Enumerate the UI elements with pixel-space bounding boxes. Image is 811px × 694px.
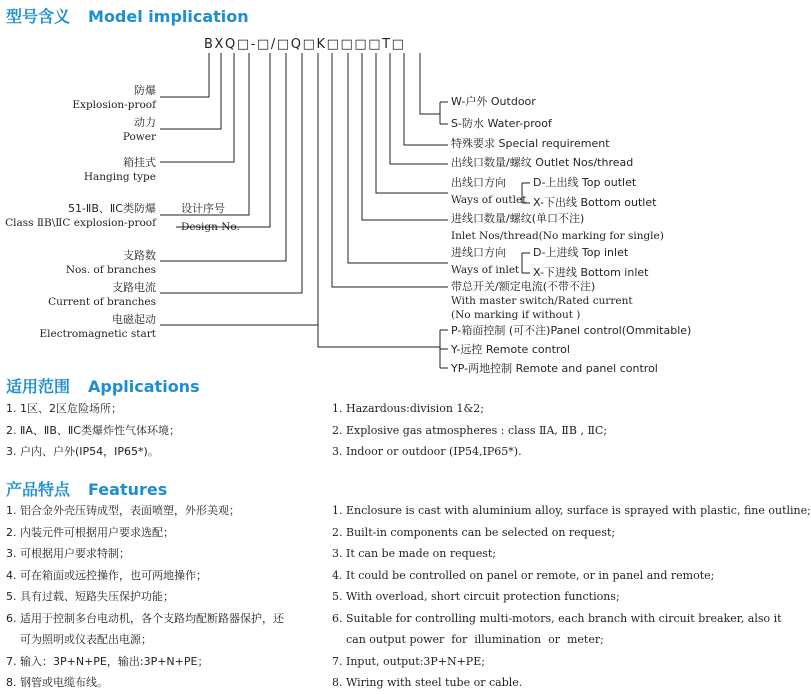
- list-item: 3. Indoor or outdoor (IP54,IP65*).: [332, 445, 522, 458]
- label-inlet-direction: 进线口方向 Ways of inlet: [451, 246, 520, 276]
- label-waterproof: S-防水 Water-proof: [451, 117, 552, 130]
- line-power: [160, 53, 221, 129]
- features-section-title: [6, 477, 167, 500]
- applications-list-en: [332, 398, 607, 463]
- applications-title-zh: 适用范围: [6, 377, 71, 396]
- applications-list-zh: [6, 398, 180, 463]
- features-list-zh: [6, 500, 284, 694]
- list-item: 2. Explosive gas atmospheres : class ⅡA, ⅡB , ⅡC;: [332, 423, 608, 437]
- label-electromagnetic: 电磁起动 Electromagnetic start: [39, 313, 156, 340]
- label-class: 51-ⅡB、ⅡC类防爆 Class ⅡB\ⅡC explosion-proof: [5, 202, 156, 229]
- environment-bracket: [440, 102, 448, 124]
- label-panel-control: P-箱面控制 (可不注)Panel control(Ommitable): [451, 324, 692, 337]
- list-item: 7. Input, output:3P+N+PE;: [332, 654, 485, 668]
- list-item: 可为照明或仪表配出电源；: [6, 633, 152, 646]
- line-design-no: [176, 53, 270, 227]
- label-branches: 支路数 Nos. of branches: [65, 249, 156, 276]
- list-item: 8. 钢管或电缆布线。: [6, 676, 108, 689]
- line-class: [160, 53, 249, 215]
- list-item: 5. 具有过载、短路失压保护功能；: [6, 590, 174, 603]
- list-item: 5. With overload, short circuit protection functions;: [332, 590, 620, 603]
- label-branch-current: 支路电流 Current of branches: [48, 281, 156, 308]
- features-title-zh: 产品特点: [6, 480, 71, 499]
- label-inlet-nos: 进线口数量/螺纹(单口不注) Inlet Nos/thread(No marking for single): [451, 212, 664, 242]
- applications-section-title: [6, 374, 200, 397]
- label-outlet-nos: 出线口数量/螺纹 Outlet Nos/thread: [451, 156, 634, 169]
- list-item: 2. 内装元件可根据用户要求选配；: [6, 525, 174, 539]
- list-item: 3. 可根据用户要求特制；: [6, 547, 130, 560]
- applications-title-en: Applications: [88, 377, 200, 396]
- line-branch-current: [160, 53, 302, 293]
- list-item: 1. Hazardous:division 1&2;: [332, 402, 485, 415]
- list-item: 1. 1区、2区危险场所；: [6, 402, 122, 415]
- list-item: can output power for illumination or meter;: [332, 633, 604, 646]
- label-explosion-proof: 防爆 Explosion-proof: [72, 84, 156, 111]
- list-item: 1. Enclosure is cast with aluminium alloy, surface is sprayed with plastic, fine outline;: [332, 504, 811, 517]
- list-item: 6. Suitable for controlling multi-motors, each branch with circuit breaker, also it: [332, 611, 782, 625]
- list-item: 4. 可在箱面或远控操作，也可两地操作；: [6, 568, 207, 582]
- list-item: 7. 输入：3P+N+PE，输出:3P+N+PE；: [6, 654, 209, 668]
- label-outlet-direction: 出线口方向 Ways of outlet: [451, 176, 527, 206]
- model-code: BXQ□-□/□Q□K□□□□T□: [204, 37, 406, 52]
- label-power: 动力 Power: [122, 116, 156, 143]
- inlet-bracket: [522, 253, 530, 273]
- features-title-en: Features: [88, 480, 168, 499]
- label-remote-panel-control: YP-两地控制 Remote and panel control: [451, 362, 658, 375]
- line-electromagnetic: [160, 53, 318, 325]
- label-top-inlet: D-上进线 Top inlet: [533, 246, 629, 259]
- list-item: 2. Built-in components can be selected on request;: [332, 525, 616, 539]
- label-top-outlet: D-上出线 Top outlet: [533, 176, 637, 189]
- line-control: [318, 53, 440, 347]
- label-bottom-outlet: X-下出线 Bottom outlet: [533, 196, 657, 209]
- list-item: 3. 户内、户外(IP54，IP65*)。: [6, 445, 159, 458]
- model-title-zh: 型号含义: [6, 7, 71, 26]
- label-special: 特殊要求 Special requirement: [451, 137, 610, 150]
- list-item: 3. It can be made on request;: [332, 547, 497, 560]
- line-explosion-proof: [160, 53, 209, 97]
- line-outlet-nos: [390, 53, 448, 164]
- list-item: 8. Wiring with steel tube or cable.: [332, 676, 523, 689]
- list-item: 2. ⅡA、ⅡB、ⅡC类爆炸性气体环境；: [6, 423, 180, 437]
- label-hanging-type: 箱挂式 Hanging type: [83, 156, 156, 183]
- line-environment: [420, 53, 440, 114]
- line-hanging-type: [160, 53, 234, 162]
- line-special: [404, 53, 448, 145]
- list-item: 4. It could be controlled on panel or remote, or in panel and remote;: [332, 568, 715, 582]
- line-inlet-nos: [362, 53, 448, 220]
- label-remote-control: Y-远控 Remote control: [451, 343, 570, 356]
- features-list-en: [332, 500, 811, 694]
- label-outdoor: W-户外 Outdoor: [451, 95, 536, 108]
- list-item: 1. 铝合金外壳压铸成型，表面喷塑，外形美观；: [6, 504, 240, 517]
- line-outlet-dir: [376, 53, 448, 193]
- model-title-en: Model implication: [88, 7, 249, 26]
- label-design-no: 设计序号 Design No.: [181, 202, 240, 233]
- label-bottom-inlet: X-下进线 Bottom inlet: [533, 266, 649, 279]
- list-item: 6. 适用于控制多台电动机，各个支路均配断路器保护，还: [6, 611, 284, 625]
- label-master-switch: 带总开关/额定电流(不带不注) With master switch/Rated current (No marking if without ): [451, 280, 633, 321]
- line-inlet-dir: [348, 53, 448, 263]
